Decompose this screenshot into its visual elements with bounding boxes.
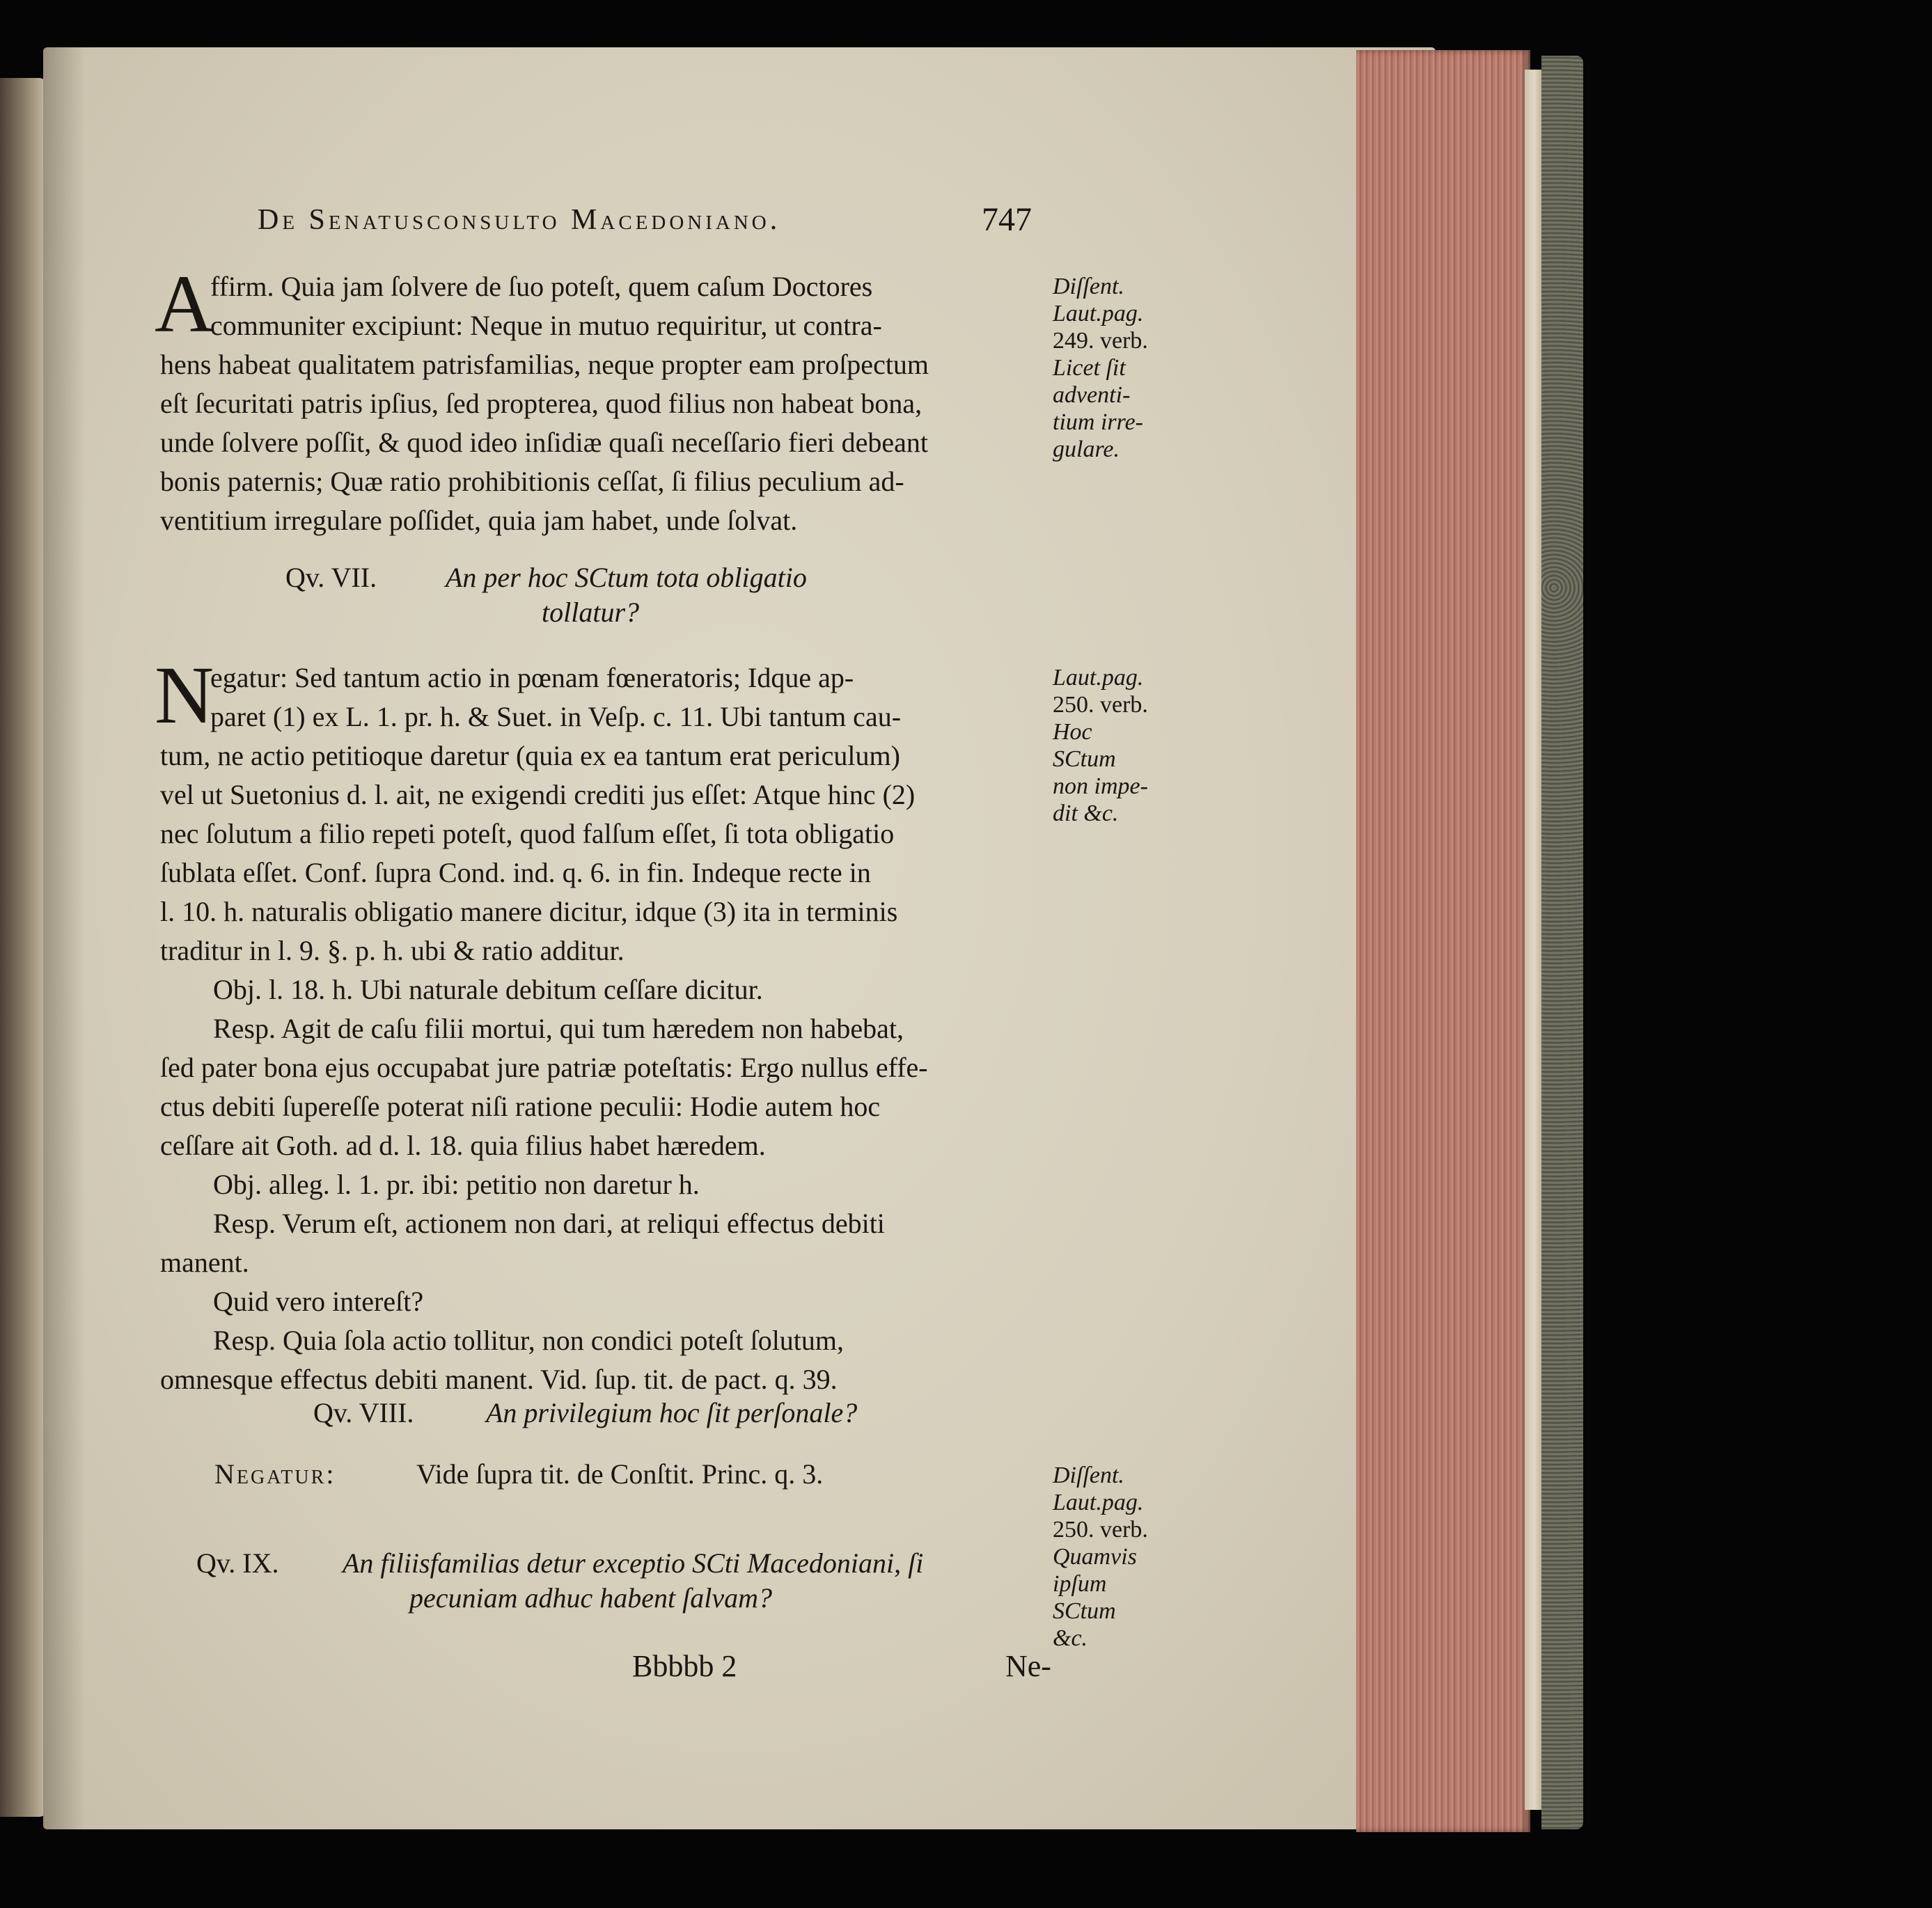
text-line: ſublata eſſet. Conf. ſupra Cond. ind. q. 6. in fin. Indeque recte in xyxy=(160,857,871,888)
question-title: pecuniam adhuc habent ſalvam? xyxy=(409,1582,772,1614)
text-line: Resp. Agit de caſu filii mortui, qui tum hæredem non habebat, xyxy=(213,1013,904,1044)
question-title: An privilegium hoc ſit perſonale? xyxy=(486,1397,858,1428)
text-line: ffirm. Quia jam ſolvere de ſuo poteſt, quem caſum Doctores xyxy=(210,271,873,302)
gutter-shadow xyxy=(43,47,85,1829)
margin-note xyxy=(1053,664,1148,827)
text-line: Obj. l. 18. h. Ubi naturale debitum ceſſare dicitur. xyxy=(213,974,763,1005)
question-label: Qv. VIII. xyxy=(313,1397,414,1428)
margin-line: ipſum xyxy=(1053,1571,1107,1597)
question-title: An filiisfamilias detur exceptio SCti Macedoniani, ſi xyxy=(343,1547,924,1579)
running-head: De Senatusconsulto Macedoniano. xyxy=(258,204,781,236)
text-line: manent. xyxy=(160,1247,249,1278)
answer-lead: Negatur: xyxy=(214,1458,336,1490)
question-label: Qv. VII. xyxy=(285,562,377,593)
paragraph-affirm xyxy=(160,267,1044,540)
text-line: paret (1) ex L. 1. pr. h. & Suet. in Veſp. c. 11. Ubi tantum cau- xyxy=(210,701,902,732)
drop-cap: N xyxy=(155,649,214,741)
question-label: Qv. IX. xyxy=(196,1547,279,1579)
text-line: Quid vero intereſt? xyxy=(213,1286,424,1317)
text-line: nec ſolutum a filio repeti poteſt, quod falſum eſſet, ſi tota obligatio xyxy=(160,818,895,849)
margin-line: tium irre- xyxy=(1053,409,1144,435)
margin-line: Diſſent. xyxy=(1053,1462,1124,1488)
text-line: Obj. alleg. l. 1. pr. ibi: petitio non daretur h. xyxy=(213,1169,700,1200)
margin-line: dit &c. xyxy=(1053,801,1119,826)
margin-line: Laut.pag. xyxy=(1053,301,1144,326)
text-line: egatur: Sed tantum actio in pœnam fœneratoris; Idque ap- xyxy=(210,662,854,693)
margin-line: SCtum xyxy=(1053,1598,1116,1624)
question-title: An per hoc SCtum tota obligatio xyxy=(446,562,807,593)
text-line: unde ſolvere poſſit, & quod ideo inſidiæ quaſi neceſſario fieri debeant xyxy=(160,427,929,458)
text-line: bonis paternis; Quæ ratio prohibitionis ceſſat, ſi filius peculium ad- xyxy=(160,466,904,497)
paragraph-negatur xyxy=(160,659,1044,1399)
margin-line: Diſſent. xyxy=(1053,274,1124,299)
text-line: eſt ſecuritati patris ipſius, ſed propterea, quod filius non habeat bona, xyxy=(160,388,922,419)
text-line: omnesque effectus debiti manent. Vid. ſup. tit. de pact. q. 39. xyxy=(160,1364,838,1395)
signature-mark: Bbbbb 2 xyxy=(632,1649,737,1683)
margin-note xyxy=(1053,273,1148,463)
question-title: tollatur? xyxy=(542,597,640,628)
text-line: hens habeat qualitatem patrisfamilias, neque propter eam proſpectum xyxy=(160,349,929,380)
answer-text: Vide ſupra tit. de Conſtit. Princ. q. 3. xyxy=(416,1458,824,1490)
text-line: tum, ne actio petitioque daretur (quia ex ea tantum erat periculum) xyxy=(160,740,900,771)
margin-line: 250. verb. xyxy=(1053,1517,1148,1543)
text-line: communiter excipiunt: Neque in mutuo requiritur, ut contra- xyxy=(210,310,882,341)
page-block-edge xyxy=(1356,50,1530,1832)
text-line: Resp. Quia ſola actio tollitur, non condici poteſt ſolutum, xyxy=(213,1325,845,1356)
book-cover-board xyxy=(1541,56,1583,1829)
text-line: vel ut Suetonius d. l. ait, ne exigendi crediti jus eſſet: Atque hinc (2) xyxy=(160,779,916,810)
margin-note xyxy=(1053,1462,1148,1652)
margin-line: Laut.pag. xyxy=(1053,665,1144,691)
margin-line: gulare. xyxy=(1053,436,1120,462)
margin-line: 249. verb. xyxy=(1053,328,1148,354)
text-line: ventitium irregulare poſſidet, quia jam habet, unde ſolvat. xyxy=(160,505,798,536)
text-line: l. 10. h. naturalis obligatio manere dicitur, idque (3) ita in terminis xyxy=(160,896,898,927)
text-line: ceſſare ait Goth. ad d. l. 18. quia filius habet hæredem. xyxy=(160,1130,766,1161)
margin-line: Quamvis xyxy=(1053,1544,1137,1570)
text-line: traditur in l. 9. §. p. h. ubi & ratio additur. xyxy=(160,935,625,966)
margin-line: adventi- xyxy=(1053,382,1131,408)
margin-line: 250. verb. xyxy=(1053,692,1148,718)
margin-line: Hoc xyxy=(1053,719,1092,745)
drop-cap: A xyxy=(155,258,214,349)
margin-line: SCtum xyxy=(1053,746,1116,772)
facing-page-edge xyxy=(0,78,47,1817)
margin-line: Laut.pag. xyxy=(1053,1490,1144,1515)
margin-line: Licet ſit xyxy=(1053,355,1126,381)
catchword: Ne- xyxy=(1005,1649,1051,1683)
text-line: ſed pater bona ejus occupabat jure patriæ poteſtatis: Ergo nullus effe- xyxy=(160,1052,928,1083)
text-line: Resp. Verum eſt, actionem non dari, at reliqui effectus debiti xyxy=(213,1208,885,1239)
margin-line: &c. xyxy=(1053,1625,1088,1651)
margin-line: non impe- xyxy=(1053,773,1148,799)
text-line: ctus debiti ſupereſſe poterat niſi ratione peculii: Hodie autem hoc xyxy=(160,1091,881,1122)
page-number: 747 xyxy=(982,201,1032,238)
